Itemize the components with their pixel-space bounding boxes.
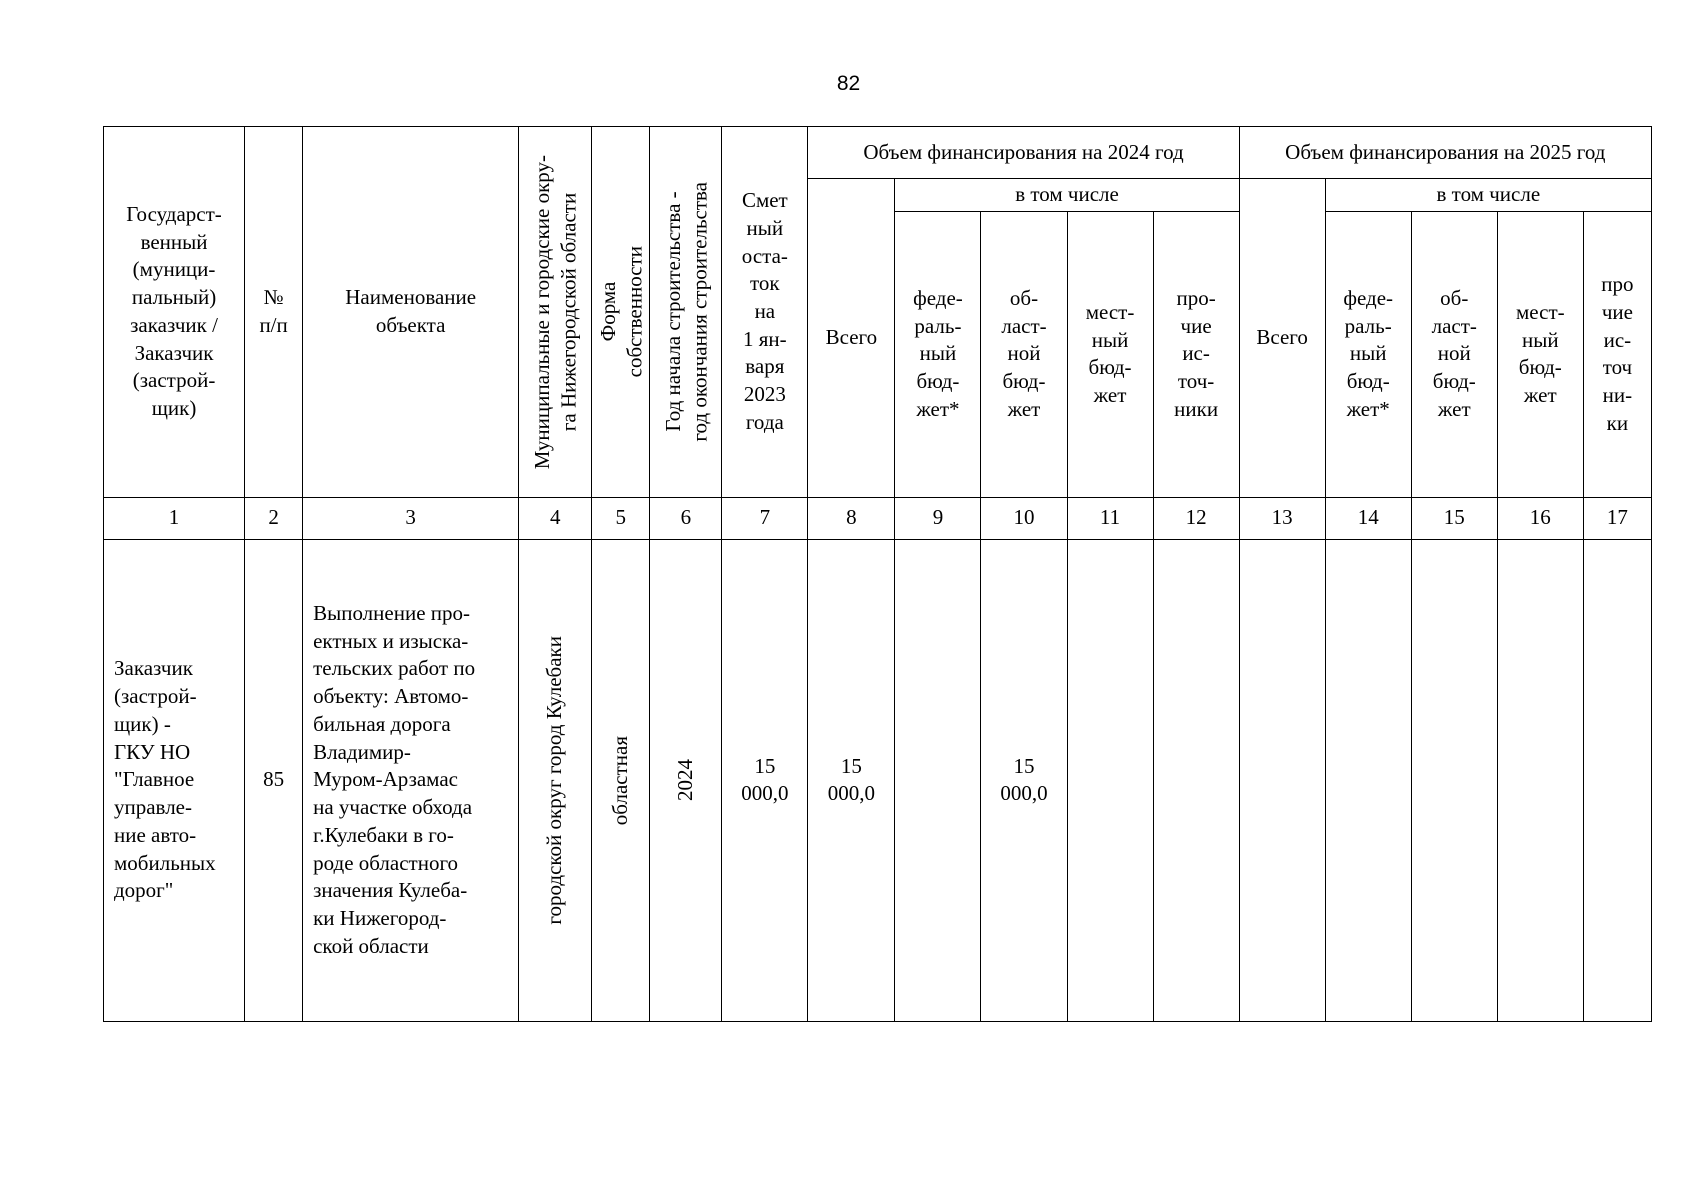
column-number-row	[104, 497, 1652, 539]
row-customer: Заказчик (застрой- щик) - ГКУ НО "Главное управле- ние авто- мобильных дорог"	[104, 539, 245, 1021]
row-regional-2024: 15 000,0	[981, 539, 1067, 1021]
column-number: 10	[981, 497, 1067, 539]
header-federal-2024: феде- раль- ный бюд- жет*	[895, 211, 981, 497]
column-number: 13	[1239, 497, 1325, 539]
header-incl-2024: в том числе	[895, 179, 1239, 212]
header-regional-2024: об- ласт- ной бюд- жет	[981, 211, 1067, 497]
column-number: 15	[1411, 497, 1497, 539]
header-remaining: Смет ный оста- ток на 1 ян- варя 2023 года	[722, 127, 808, 498]
header-index: № п/п	[245, 127, 303, 498]
column-number: 11	[1067, 497, 1153, 539]
column-number: 9	[895, 497, 981, 539]
column-number: 8	[808, 497, 895, 539]
table-row	[104, 539, 1652, 1021]
column-number: 7	[722, 497, 808, 539]
header-municipality: Муниципальные и городские окру- га Нижегородской области	[519, 127, 592, 498]
column-number: 2	[245, 497, 303, 539]
header-ownership: Форма собственности	[592, 127, 650, 498]
header-other-2024: про- чие ис- точ- ники	[1153, 211, 1239, 497]
row-federal-2025	[1325, 539, 1411, 1021]
column-number: 17	[1583, 497, 1651, 539]
row-object-name: Выполнение про- ектных и изыска- тельских работ по объекту: Автомо- бильная дорога Владимир- Муром-Арзамас на участке обхода г.Кулебаки в го- роде областного значения Кулеба- ки Нижегород- ской области	[303, 539, 519, 1021]
header-total-2025: Всего	[1239, 179, 1325, 498]
header-regional-2025: об- ласт- ной бюд- жет	[1411, 211, 1497, 497]
row-local-2025	[1497, 539, 1583, 1021]
row-remaining: 15 000,0	[722, 539, 808, 1021]
header-years: Год начала строительства - год окончания строительства	[650, 127, 722, 498]
row-other-2025	[1583, 539, 1651, 1021]
header-federal-2025: феде- раль- ный бюд- жет*	[1325, 211, 1411, 497]
header-local-2025: мест- ный бюд- жет	[1497, 211, 1583, 497]
row-ownership: областная	[592, 539, 650, 1021]
row-local-2024	[1067, 539, 1153, 1021]
row-total-2024: 15 000,0	[808, 539, 895, 1021]
row-regional-2025	[1411, 539, 1497, 1021]
header-local-2024: мест- ный бюд- жет	[1067, 211, 1153, 497]
row-years: 2024	[650, 539, 722, 1021]
header-other-2025: про чие ис- точ ни- ки	[1583, 211, 1651, 497]
column-number: 12	[1153, 497, 1239, 539]
header-object-name: Наименование объекта	[303, 127, 519, 498]
column-number: 1	[104, 497, 245, 539]
column-number: 14	[1325, 497, 1411, 539]
header-customer: Государст- венный (муници- пальный) заказчик / Заказчик (застрой- щик)	[104, 127, 245, 498]
investment-table	[103, 126, 1652, 1022]
column-number: 4	[519, 497, 592, 539]
column-number: 6	[650, 497, 722, 539]
column-number: 5	[592, 497, 650, 539]
row-other-2024	[1153, 539, 1239, 1021]
page-number: 82	[836, 72, 861, 95]
header-fin-2025: Объем финансирования на 2025 год	[1239, 127, 1651, 179]
row-federal-2024	[895, 539, 981, 1021]
row-total-2025	[1239, 539, 1325, 1021]
column-number: 16	[1497, 497, 1583, 539]
header-fin-2024: Объем финансирования на 2024 год	[808, 127, 1239, 179]
row-municipality: городской округ город Кулебаки	[519, 539, 592, 1021]
header-incl-2025: в том числе	[1325, 179, 1651, 212]
header-total-2024: Всего	[808, 179, 895, 498]
row-index: 85	[245, 539, 303, 1021]
column-number: 3	[303, 497, 519, 539]
